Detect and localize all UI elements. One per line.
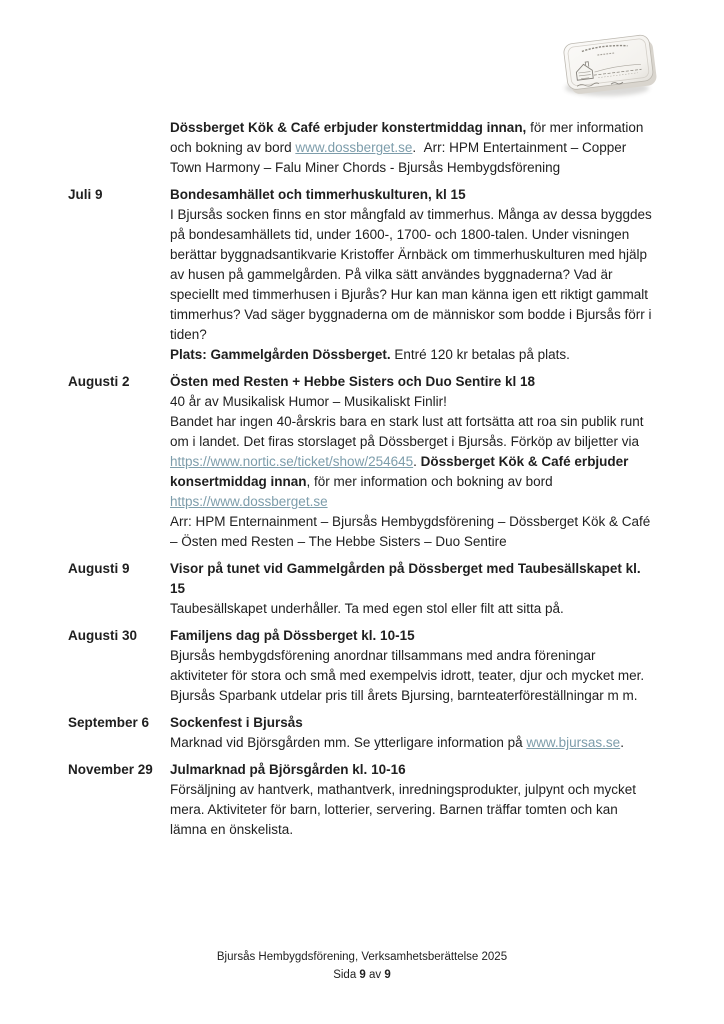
event-row	[68, 118, 656, 178]
body-text: I Bjursås socken finns en stor mångfald av timmerhus. Många av dessa byggdes på bondesamhällets tid, under 1600-, 1700- och 1800-talen. Under visningen berättar byggnadsantikvarie Kristoffer Ärnbäck om timmerhuskulturen med hjälp av husen på gammelgården. På vilka sätt användes byggnaderna? Vad är speciellt med timmerhusen i Bjurås? Hur kan man känna igen ett riktigt gammalt timmerhus? Vad säger byggnaderna om de människor som bodde i Bjursås förr i tiden?	[170, 207, 652, 342]
hyperlink[interactable]: www.bjursas.se	[526, 735, 621, 750]
body-text: .	[620, 735, 624, 750]
page-footer	[0, 948, 724, 984]
event-row	[68, 559, 656, 619]
footer-sida-label: Sida	[333, 969, 360, 981]
event-row	[68, 713, 656, 753]
event-title: Visor på tunet vid Gammelgården på Dössberget med Taubesällskapet kl. 15	[170, 561, 641, 596]
event-title: Bondesamhället och timmerhuskulturen, kl 15	[170, 187, 466, 202]
hyperlink[interactable]: www.dossberget.se	[295, 140, 413, 155]
footer-page-current: 9	[359, 969, 366, 981]
event-description	[170, 599, 656, 619]
body-text: 40 år av Musikalisk Humor – Musikaliskt Finlir!	[170, 394, 447, 409]
body-text: Taubesällskapet underhåller. Ta med egen stol eller filt att sitta på.	[170, 601, 564, 616]
event-list	[68, 118, 656, 847]
footer-title: Bjursås Hembygdsförening, Verksamhetsberättelse 2025	[216, 951, 508, 963]
event-date: Augusti 9	[68, 561, 130, 576]
event-date: November 29	[68, 762, 153, 777]
event-title: Julmarknad på Björsgården kl. 10-16	[170, 762, 406, 777]
event-body	[170, 559, 656, 619]
bold-text: Plats: Gammelgården Dössberget.	[170, 347, 391, 362]
event-description	[170, 392, 656, 552]
body-text: . Arr: HPM Entertainment – Copper Town Harmony – Falu Miner Chords - Bjursås Hembygdsförening	[170, 140, 627, 175]
body-text: , för mer information och bokning av bord	[306, 474, 553, 489]
event-date: Juli 9	[68, 187, 103, 202]
event-date: September 6	[68, 715, 150, 730]
body-text: för mer information och bokning av bord	[170, 120, 644, 155]
body-text: Försäljning av hantverk, mathantverk, inredningsprodukter, julpynt och mycket mera. Aktiviteter för barn, lotterier, servering. Barnen träffar tomten och kan lämna en önskelista.	[170, 782, 636, 837]
event-description	[170, 733, 656, 753]
jubilee-box-image	[553, 34, 669, 102]
event-description	[170, 780, 656, 840]
body-text: Bjursås hembygdsförening anordnar tillsammans med andra föreningar aktiviteter för stora och små med exempelvis idrott, teater, djur och mycket mer. Bjursås Sparbank utdelar pris till årets Bjursing, barnteaterföreställningar m m.	[170, 648, 645, 703]
event-row	[68, 760, 656, 840]
event-body	[170, 760, 656, 840]
event-date: Augusti 30	[68, 628, 138, 643]
event-row	[68, 626, 656, 706]
footer-of-label: av	[365, 969, 385, 981]
event-row	[68, 185, 656, 365]
event-body	[170, 372, 656, 552]
jubilee-box-photo	[553, 34, 669, 102]
body-text: .	[413, 454, 421, 469]
event-body	[170, 626, 656, 706]
event-title: Familjens dag på Dössberget kl. 10-15	[170, 628, 415, 643]
body-text: Marknad vid Björsgården mm. Se ytterligare information på	[170, 735, 527, 750]
event-description	[170, 646, 656, 706]
footer-page-total: 9	[384, 969, 391, 981]
body-text: Bandet har ingen 40-årskris bara en stark lust att fortsätta att roa sin publik runt om i landet. Det firas storslaget på Dössberget i Bjursås. Förköp av biljetter via	[170, 414, 644, 449]
event-date	[68, 118, 170, 178]
hyperlink[interactable]: https://www.dossberget.se	[170, 494, 328, 509]
event-description	[170, 205, 656, 365]
bold-text: Dössberget Kök & Café erbjuder konstertmiddag innan,	[170, 120, 527, 135]
body-text: Arr: HPM Enternainment – Bjursås Hembygdsförening – Dössberget Kök & Café – Östen med Resten – The Hebbe Sisters – Duo Sentire	[170, 514, 651, 549]
hyperlink[interactable]: https://www.nortic.se/ticket/show/254645	[170, 454, 414, 469]
event-description	[170, 118, 656, 178]
event-body	[170, 118, 656, 178]
event-body	[170, 713, 656, 753]
event-body	[170, 185, 656, 365]
event-title: Östen med Resten + Hebbe Sisters och Duo Sentire kl 18	[170, 374, 535, 389]
event-title: Sockenfest i Bjursås	[170, 715, 303, 730]
event-date: Augusti 2	[68, 374, 130, 389]
bold-text: Dössberget Kök & Café erbjuder konsertmiddag innan	[170, 454, 629, 489]
body-text: Entré 120 kr betalas på plats.	[390, 347, 570, 362]
footer-page-number	[0, 966, 724, 984]
event-row	[68, 372, 656, 552]
